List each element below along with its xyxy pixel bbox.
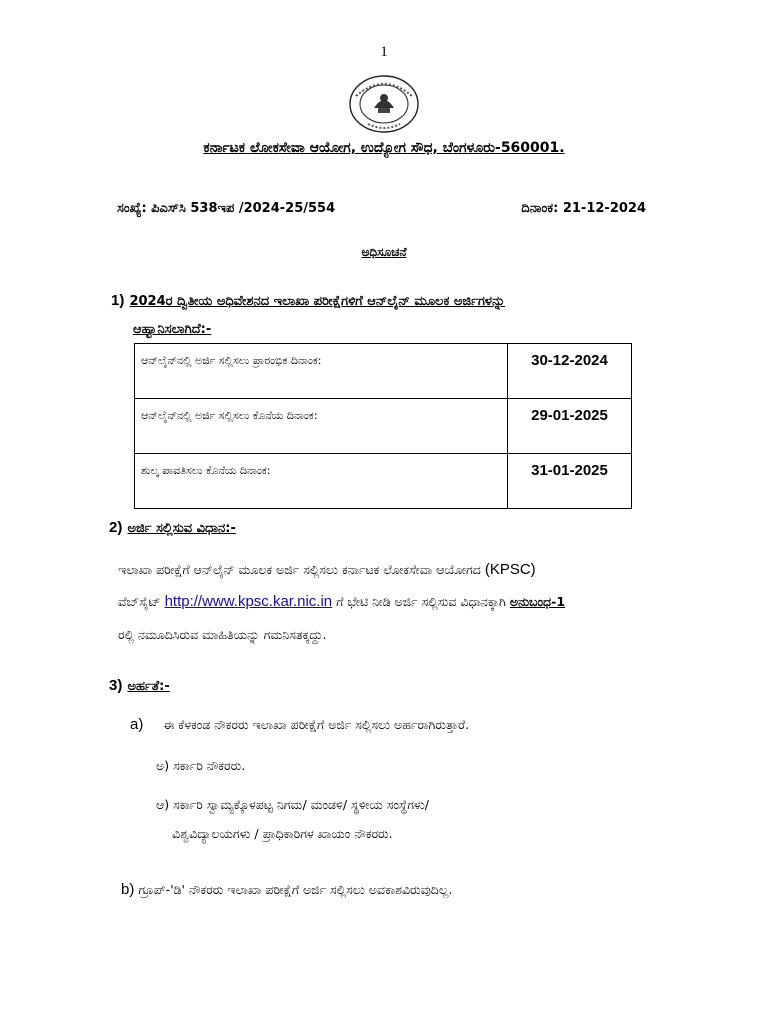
- page-number: 1: [380, 44, 388, 60]
- table-row: [135, 399, 632, 454]
- eligibility-sub-item-2: ಆ) ಸರ್ಕಾರಿ ಸ್ವಾಮ್ಯಕ್ಕೊಳಪಟ್ಟ ನಿಗಮ/ ಮಂಡಳಿ/ ಸ್ಥಳೀಯ ಸಂಸ್ಥೆಗಳು/: [156, 797, 430, 812]
- method-text: ವೆಬ್‌ಸೈಟ್: [118, 594, 161, 609]
- section-2-title: ಅರ್ಜಿ ಸಲ್ಲಿಸುವ ವಿಧಾನ:-: [127, 521, 236, 536]
- date-value: 30-12-2024: [508, 344, 632, 399]
- section-1-number: 1): [111, 292, 125, 309]
- eligibility-sub-item-1: ಅ) ಸರ್ಕಾರಿ ನೌಕರರು.: [156, 758, 246, 773]
- table-row: [135, 344, 632, 399]
- annexure-reference: ಅನುಬಂಧ-1: [509, 594, 566, 609]
- eligibility-sub-item-2-continued: ವಿಶ್ವವಿದ್ಯಾಲಯಗಳು / ಪ್ರಾಧಿಕಾರಿಗಳ ಖಾಯಂ ನೌಕರರು.: [172, 826, 393, 841]
- section-3-number: 3): [109, 677, 123, 694]
- item-marker: a): [130, 716, 144, 733]
- commission-header-title: ಕರ್ನಾಟಕ ಲೋಕಸೇವಾ ಆಯೋಗ, ಉದ್ಯೋಗ ಸೌಧ, ಬೆಂಗಳೂರು-560001.: [203, 140, 565, 156]
- section-3-heading: [109, 675, 170, 694]
- section-3-title: ಅರ್ಹತೆ:-: [127, 679, 170, 694]
- method-text: ಗೆ ಭೇಟಿ ನೀಡಿ ಅರ್ಜಿ ಸಲ್ಲಿಸುವ ವಿಧಾನಕ್ಕಾಗಿ: [336, 594, 506, 609]
- date-label: ಆನ್‌ಲೈನ್‌ನಲ್ಲಿ ಅರ್ಜಿ ಸಲ್ಲಿಸಲು ಕೊನೆಯ ದಿನಾಂಕ:: [135, 399, 508, 454]
- item-text: ಈ ಕೆಳಕಂಡ ನೌಕರರು ಇಲಾಖಾ ಪರೀಕ್ಷೆಗೆ ಅರ್ಜಿ ಸಲ್ಲಿಸಲು ಅರ್ಹರಾಗಿರುತ್ತಾರೆ.: [163, 717, 470, 732]
- method-text: ಇಲಾಖಾ ಪರೀಕ್ಷೆಗೆ ಆನ್‌ಲೈನ್ ಮೂಲಕ ಅರ್ಜಿ ಸಲ್ಲಿಸಲು ಕರ್ನಾಟಕ ಲೋಕಸೇವಾ ಆಯೋಗದ: [118, 562, 481, 577]
- eligibility-item-a: [130, 716, 469, 733]
- application-method-line-3: ರಲ್ಲಿ ನಮೂದಿಸಿರುವ ಮಾಹಿತಿಯನ್ನು ಗಮನಿಸತಕ್ಕದ್ದು.: [118, 627, 327, 642]
- government-seal-icon: [348, 74, 420, 134]
- notice-date: ದಿನಾಂಕ: 21-12-2024: [521, 201, 646, 216]
- notice-heading: ಅಧಿಸೂಚನೆ: [361, 245, 407, 259]
- date-label: ಆನ್‌ಲೈನ್‌ನಲ್ಲಿ ಅರ್ಜಿ ಸಲ್ಲಿಸಲು ಪ್ರಾರಂಭಿಕ ದಿನಾಂಕ:: [135, 344, 508, 399]
- reference-number: ಸಂಖ್ಯೆ: ಪಿಎಸ್‌ಸಿ 538ಇಪ /2024-25/554: [117, 201, 336, 216]
- kpsc-website-link[interactable]: http://www.kpsc.kar.nic.in: [164, 593, 333, 610]
- eligibility-item-b: [121, 881, 452, 898]
- kpsc-abbreviation: (KPSC): [484, 561, 536, 578]
- section-1-title: 2024ರ ದ್ವಿತೀಯ ಅಧಿವೇಶನದ ಇಲಾಖಾ ಪರೀಕ್ಷೆಗಳಿಗೆ ಆನ್‌ಲೈನ್ ಮೂಲಕ ಅರ್ಜಿಗಳನ್ನು: [129, 294, 506, 309]
- application-dates-table: [134, 343, 632, 509]
- date-value: 31-01-2025: [508, 454, 632, 509]
- section-1-heading: [111, 290, 505, 309]
- date-value: 29-01-2025: [508, 399, 632, 454]
- application-method-line-1: [118, 561, 536, 578]
- section-2-heading: [109, 517, 236, 536]
- section-1-title-continued: ಆಹ್ವಾನಿಸಲಾಗಿದೆ:-: [133, 322, 212, 337]
- application-method-line-2: [118, 593, 565, 610]
- item-marker: b): [121, 881, 135, 898]
- table-row: [135, 454, 632, 509]
- item-text: ಗ್ರೂಪ್-'ಡಿ' ನೌಕರರು ಇಲಾಖಾ ಪರೀಕ್ಷೆಗೆ ಅರ್ಜಿ ಸಲ್ಲಿಸಲು ಅವಕಾಶವಿರುವುದಿಲ್ಲ.: [138, 882, 453, 897]
- date-label: ಶುಲ್ಕ ಪಾವತಿಸಲು ಕೊನೆಯ ದಿನಾಂಕ:: [135, 454, 508, 509]
- section-2-number: 2): [109, 519, 123, 536]
